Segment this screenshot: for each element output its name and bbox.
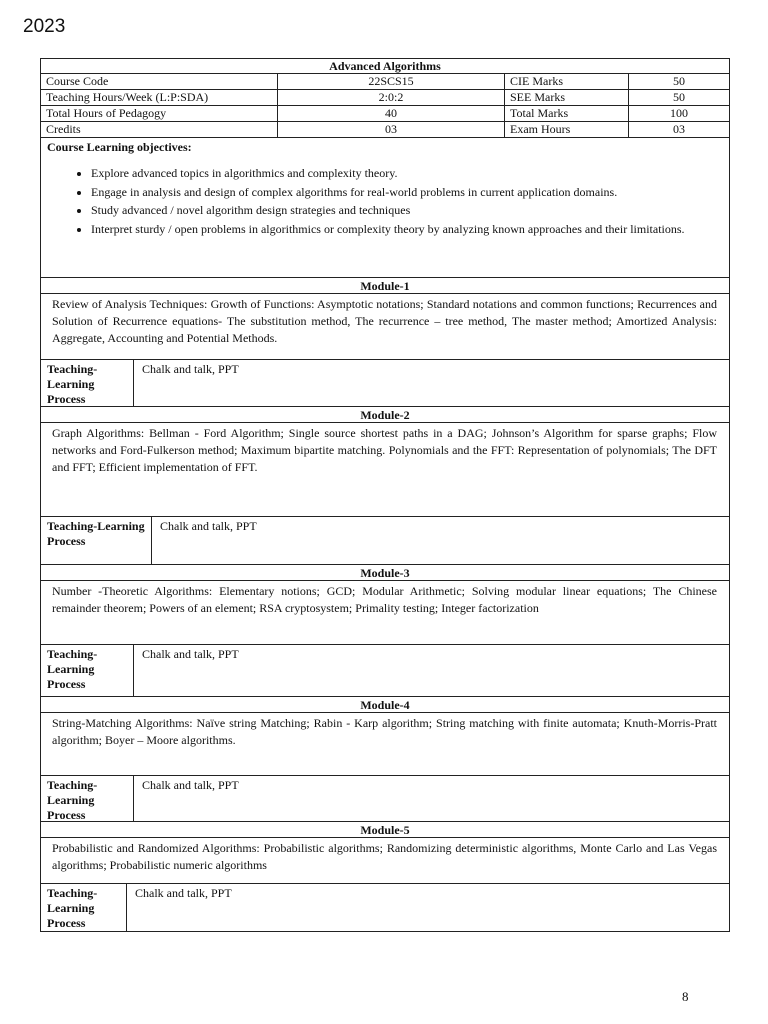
page-number: 8 [682, 989, 689, 1004]
module-content: Probabilistic and Randomized Algorithms: Probabilistic algorithms; Randomizing deterministic algorithms, Monte Carlo and Las Vegas algorithms; Probabilistic numeric algorithms [41, 838, 729, 884]
teaching-learning-text: Chalk and talk, PPT [142, 647, 239, 661]
teaching-learning-text: Chalk and talk, PPT [142, 362, 239, 376]
teaching-learning-label: Teaching-Learning Process [41, 645, 134, 696]
teaching-learning-label: Teaching-Learning Process [41, 360, 134, 406]
teaching-learning-label: Teaching-Learning Process [41, 884, 127, 931]
year-label: 2023 [23, 16, 66, 37]
teaching-learning-row [41, 645, 729, 697]
module-title: Module-2 [41, 407, 729, 423]
module-content: Graph Algorithms: Bellman - Ford Algorithm; Single source shortest paths in a DAG; Johnson’s Algorithm for sparse graphs; Flow networks and Ford-Fulkerson method; Maximum bipartite matching. Polynomials and the FFT: Representation of polynomials; The DFT and FFT; Efficient implementation of FFT. [41, 423, 729, 517]
objectives-heading: Course Learning objectives: [47, 140, 192, 154]
course-title: Advanced Algorithms [41, 59, 729, 74]
objective-item: • Explore advanced topics in algorithmics and complexity theory. [91, 165, 723, 183]
module-title: Module-1 [41, 278, 729, 294]
info-label: Exam Hours [505, 122, 629, 137]
info-label: CIE Marks [505, 74, 629, 89]
teaching-learning-row [41, 776, 729, 822]
objective-item: • Engage in analysis and design of complex algorithms for real-world problems in current application domains. [91, 184, 723, 202]
info-label: Total Hours of Pedagogy [41, 106, 278, 121]
info-row [41, 90, 729, 106]
info-label: Course Code [41, 74, 278, 89]
info-value: 100 [670, 106, 688, 120]
info-value: 22SCS15 [278, 74, 505, 89]
info-label: Credits [41, 122, 278, 137]
module-content: String-Matching Algorithms: Naïve string Matching; Rabin - Karp algorithm; String matching with finite automata; Knuth-Morris-Pratt algorithm; Boyer – Moore algorithms. [41, 713, 729, 776]
info-value: 03 [673, 122, 685, 136]
info-label: Total Marks [505, 106, 629, 121]
teaching-learning-row [41, 360, 729, 407]
teaching-learning-row [41, 884, 729, 931]
info-label: Teaching Hours/Week (L:P:SDA) [41, 90, 278, 105]
module-title: Module-3 [41, 565, 729, 581]
module-content: Review of Analysis Techniques: Growth of Functions: Asymptotic notations; Standard notations and common functions; Recurrences and Solution of Recurrence equations- The substitution method, The recurrence – tree method, The master method; Amortized Analysis: Aggregate, Accounting and Potential Methods. [41, 294, 729, 360]
teaching-learning-label: Teaching-Learning Process [41, 517, 152, 564]
teaching-learning-text: Chalk and talk, PPT [160, 519, 257, 533]
teaching-learning-row [41, 517, 729, 565]
teaching-learning-text: Chalk and talk, PPT [135, 886, 232, 900]
info-label: SEE Marks [505, 90, 629, 105]
course-objectives [41, 138, 729, 278]
objectives-list [47, 165, 723, 238]
info-value: 03 [278, 122, 505, 137]
module-content: Number -Theoretic Algorithms: Elementary notions; GCD; Modular Arithmetic; Solving modular linear equations; The Chinese remainder theorem; Powers of an element; RSA cryptosystem; Primality testing; Integer factorization [41, 581, 729, 645]
module-title: Module-5 [41, 822, 729, 838]
teaching-learning-text: Chalk and talk, PPT [142, 778, 239, 792]
info-row [41, 106, 729, 122]
info-value: 50 [673, 74, 685, 88]
info-row [41, 74, 729, 90]
info-value: 50 [673, 90, 685, 104]
module-title: Module-4 [41, 697, 729, 713]
objective-item: • Study advanced / novel algorithm design strategies and techniques [91, 202, 723, 220]
info-value: 2:0:2 [278, 90, 505, 105]
info-value: 40 [278, 106, 505, 121]
syllabus-table [40, 58, 730, 932]
objective-item: • Interpret sturdy / open problems in algorithmics or complexity theory by analyzing known approaches and their limitations. [91, 221, 723, 239]
teaching-learning-label: Teaching-Learning Process [41, 776, 134, 821]
info-row [41, 122, 729, 138]
